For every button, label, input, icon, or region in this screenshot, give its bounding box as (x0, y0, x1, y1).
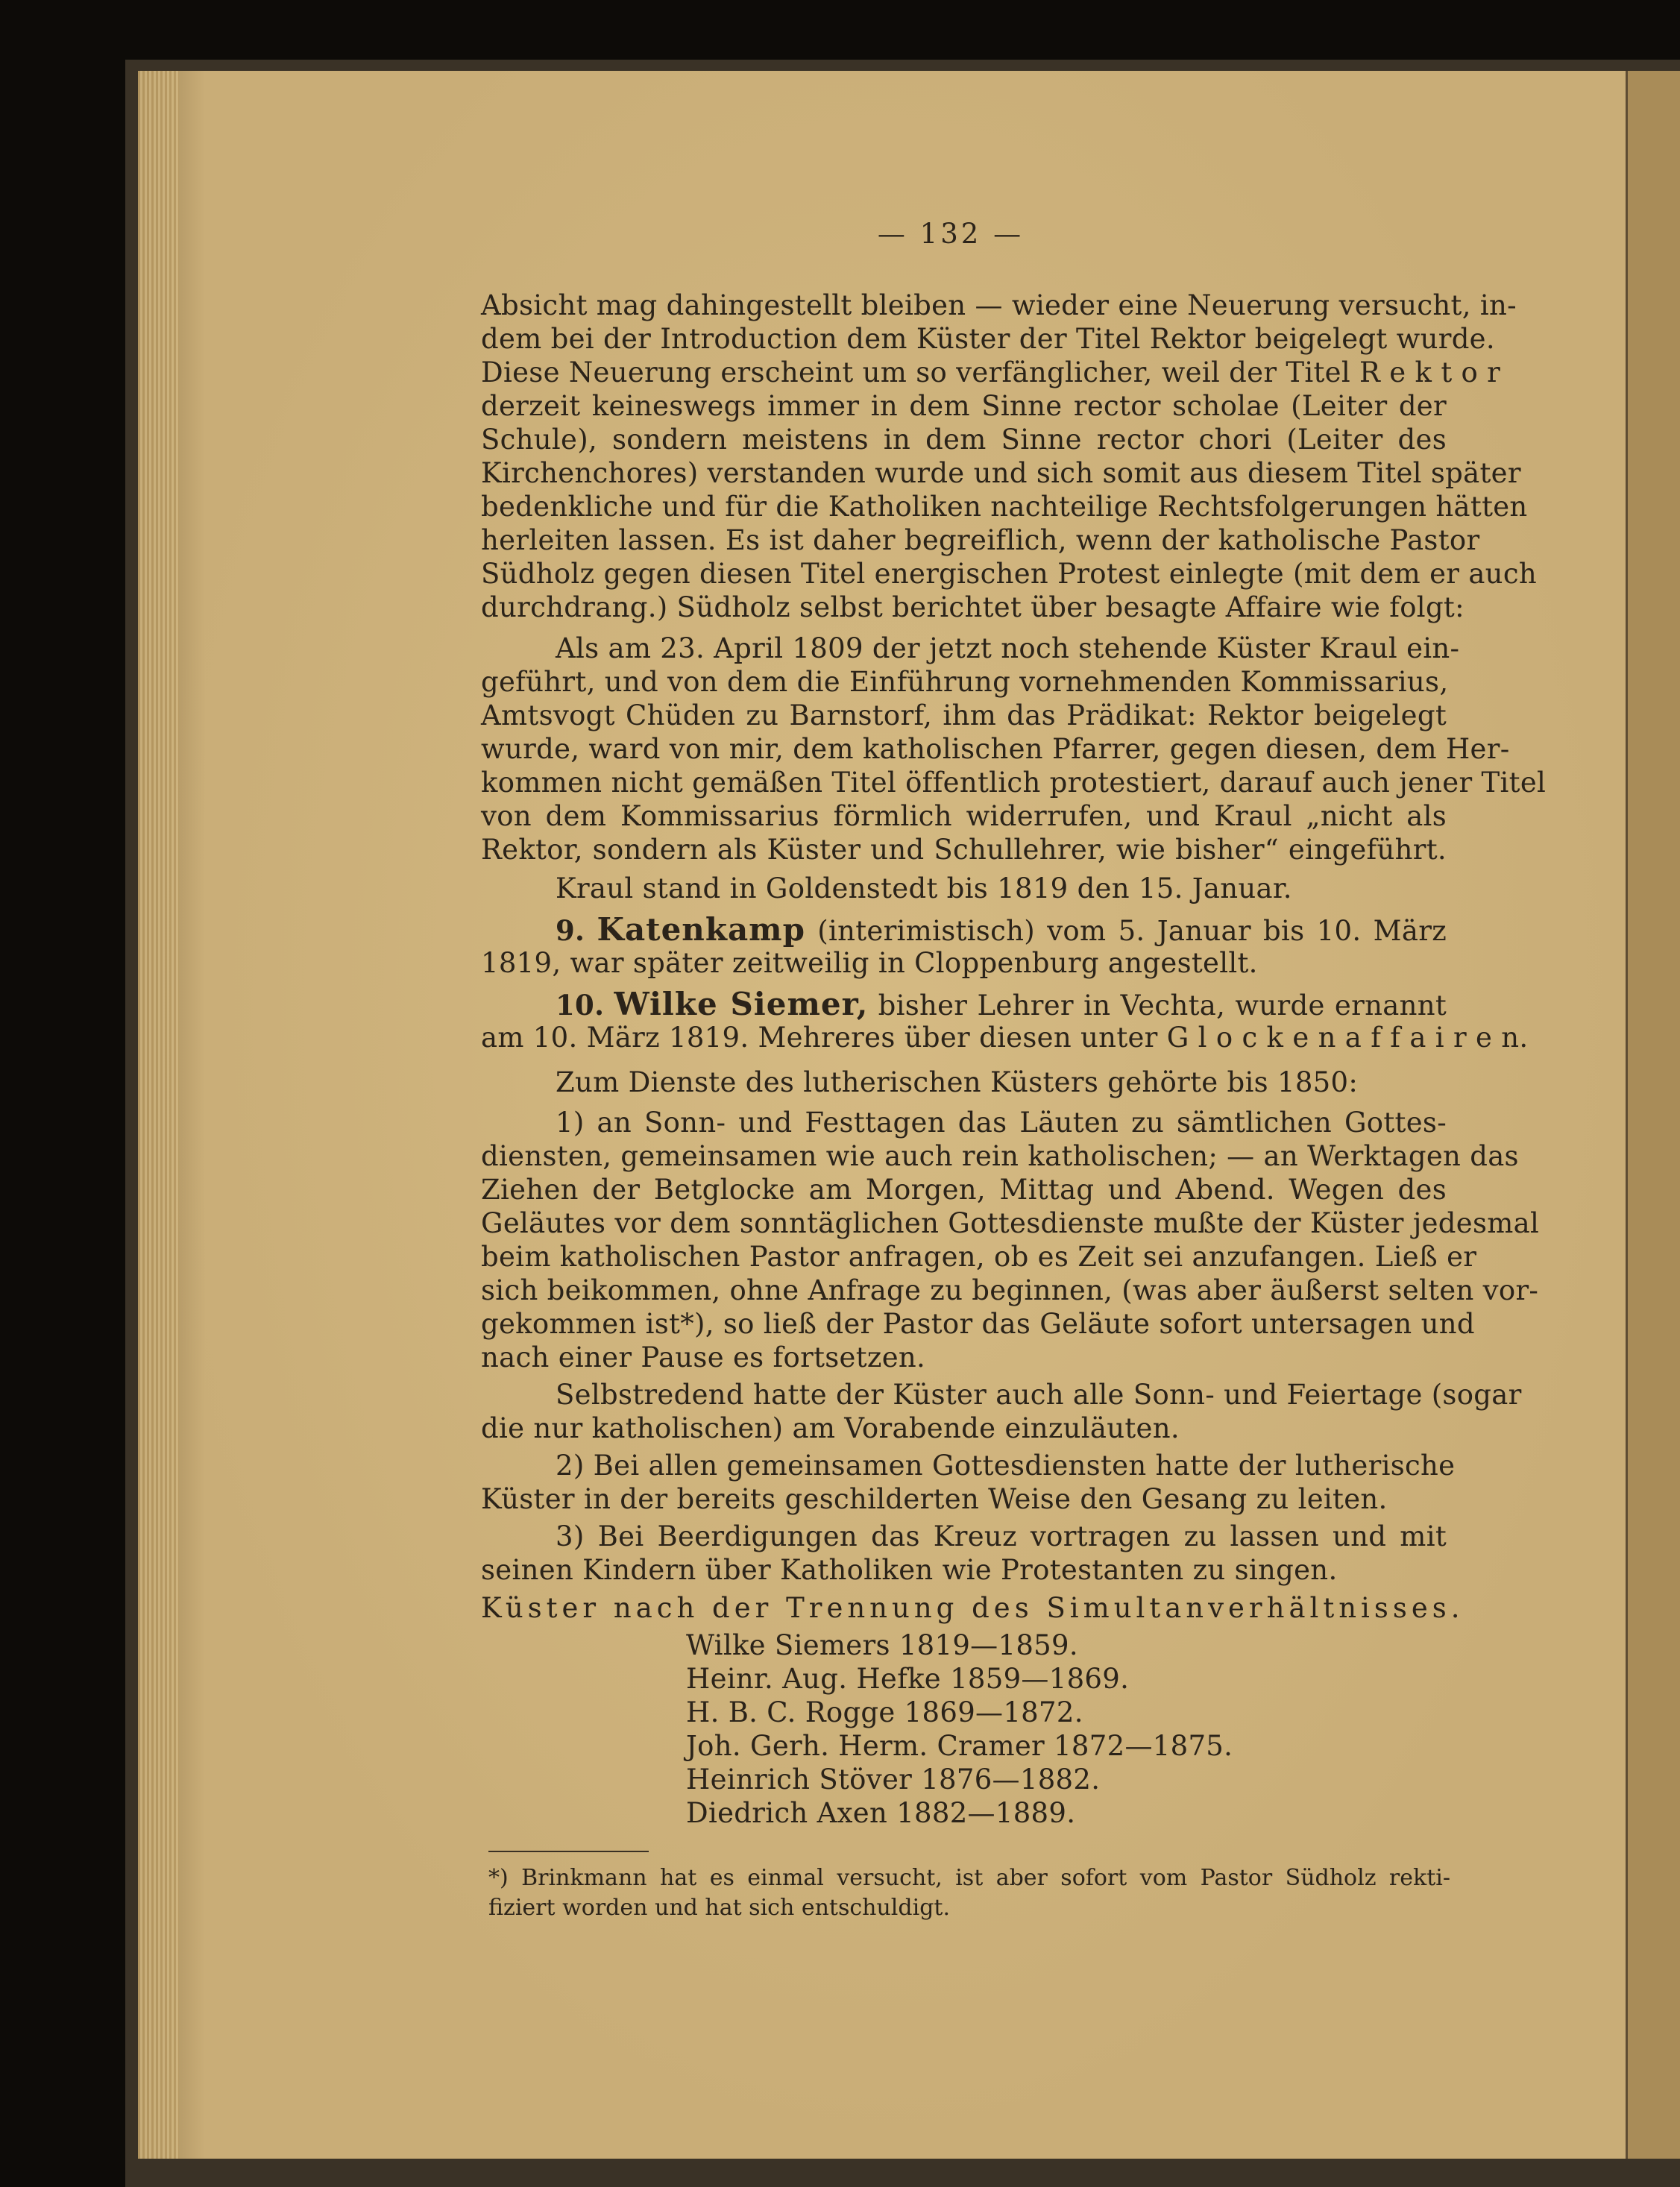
text-line: 2) Bei allen gemeinsamen Gottesdiensten hatte der lutherische (556, 1450, 1456, 1482)
right-page-edge (1626, 71, 1680, 2159)
list-item: Diedrich Axen 1882—1889. (686, 1797, 1076, 1829)
item-number: 9. (556, 914, 585, 947)
item-name: Katenkamp (597, 911, 805, 948)
item-9-line (556, 913, 1447, 946)
text-line: Ziehen der Betglocke am Morgen, Mittag und Abend. Wegen des (481, 1174, 1447, 1206)
text-line: bedenkliche und für die Katholiken nachteilige Rechtsfolgerungen hätten (481, 491, 1528, 523)
text-line: gekommen ist*), so ließ der Pastor das Geläute sofort untersagen und (481, 1308, 1475, 1340)
text-line: 1819, war später zeitweilig in Cloppenburg angestellt. (481, 947, 1258, 979)
text-line: Rektor, sondern als Küster und Schullehrer, wie bisher“ eingeführt. (481, 834, 1447, 866)
footnote-rule (488, 1851, 649, 1852)
text-line: durchdrang.) Südholz selbst berichtet über besagte Affaire wie folgt: (481, 591, 1465, 623)
text-line: beim katholischen Pastor anfragen, ob es Zeit sei anzufangen. Ließ er (481, 1241, 1477, 1273)
text-line: herleiten lassen. Es ist daher begreiflich, wenn der katholische Pastor (481, 524, 1480, 556)
text-line: derzeit keineswegs immer in dem Sinne rector scholae (Leiter der (481, 390, 1447, 422)
text-line: Als am 23. April 1809 der jetzt noch stehende Küster Kraul ein- (556, 632, 1460, 664)
section-heading: Küster nach der Trennung des Simultanverhältnisses. (481, 1592, 1465, 1624)
item-text: bisher Lehrer in Vechta, wurde ernannt (878, 989, 1447, 1022)
text-line: sich beikommen, ohne Anfrage zu beginnen, (was aber äußerst selten vor- (481, 1274, 1539, 1306)
text-line: Diese Neuerung erscheint um so verfänglicher, weil der Titel R e k t o r (481, 356, 1501, 388)
list-item: Heinr. Aug. Hefke 1859—1869. (686, 1663, 1130, 1695)
text-line: Selbstredend hatte der Küster auch alle Sonn- und Feiertage (sogar (556, 1379, 1522, 1411)
text-line: geführt, und von dem die Einführung vornehmenden Kommissarius, (481, 666, 1449, 698)
page-number: — 132 — (877, 218, 1025, 250)
footnote-line: fiziert worden und hat sich entschuldigt. (488, 1895, 950, 1921)
text-line: 3) Bei Beerdigungen das Kreuz vortragen zu lassen und mit (556, 1520, 1447, 1552)
text-line: Kraul stand in Goldenstedt bis 1819 den 15. Januar. (556, 872, 1292, 904)
text-line: kommen nicht gemäßen Titel öffentlich protestiert, darauf auch jener Titel (481, 767, 1547, 799)
footnote-line: *) Brinkmann hat es einmal versucht, ist aber sofort vom Pastor Südholz rekti- (488, 1865, 1450, 1891)
item-text: (interimistisch) vom 5. Januar bis 10. März (817, 915, 1447, 947)
text-line: diensten, gemeinsamen wie auch rein katholischen; — an Werktagen das (481, 1140, 1519, 1172)
text-line: 1) an Sonn- und Festtagen das Läuten zu sämtlichen Gottes- (556, 1107, 1447, 1139)
list-item: H. B. C. Rogge 1869—1872. (686, 1696, 1083, 1728)
text-line: Kirchenchores) verstanden wurde und sich somit aus diesem Titel später (481, 457, 1521, 489)
text-line: wurde, ward von mir, dem katholischen Pfarrer, gegen diesen, dem Her- (481, 733, 1510, 765)
page-edges (138, 71, 179, 2159)
item-10-line (556, 988, 1447, 1021)
text-line: am 10. März 1819. Mehreres über diesen unter G l o c k e n a f f a i r e n. (481, 1022, 1529, 1054)
text-line: seinen Kindern über Katholiken wie Protestanten zu singen. (481, 1554, 1338, 1586)
text-line: Zum Dienste des lutherischen Küsters gehörte bis 1850: (556, 1066, 1359, 1098)
item-name: Wilke Siemer, (614, 986, 869, 1022)
text-line: dem bei der Introduction dem Küster der Titel Rektor beigelegt wurde. (481, 323, 1495, 355)
text-line: Küster in der bereits geschilderten Weise den Gesang zu leiten. (481, 1483, 1388, 1515)
text-line: Schule), sondern meistens in dem Sinne rector chori (Leiter des (481, 424, 1447, 456)
text-line: die nur katholischen) am Vorabende einzuläuten. (481, 1412, 1180, 1444)
list-item: Joh. Gerh. Herm. Cramer 1872—1875. (686, 1730, 1233, 1762)
text-line: nach einer Pause es fortsetzen. (481, 1341, 926, 1373)
text-line: Geläutes vor dem sonntäglichen Gottesdienste mußte der Küster jedesmal (481, 1207, 1540, 1239)
text-line: von dem Kommissarius förmlich widerrufen, und Kraul „nicht als (481, 800, 1447, 832)
text-line: Amtsvogt Chüden zu Barnstorf, ihm das Prädikat: Rektor beigelegt (481, 699, 1447, 731)
item-number: 10. (556, 989, 605, 1022)
text-line: Südholz gegen diesen Titel energischen Protest einlegte (mit dem er auch (481, 558, 1537, 590)
text-line: Absicht mag dahingestellt bleiben — wieder eine Neuerung versucht, in- (481, 289, 1517, 321)
list-item: Heinrich Stöver 1876—1882. (686, 1763, 1101, 1796)
list-item: Wilke Siemers 1819—1859. (686, 1629, 1078, 1661)
